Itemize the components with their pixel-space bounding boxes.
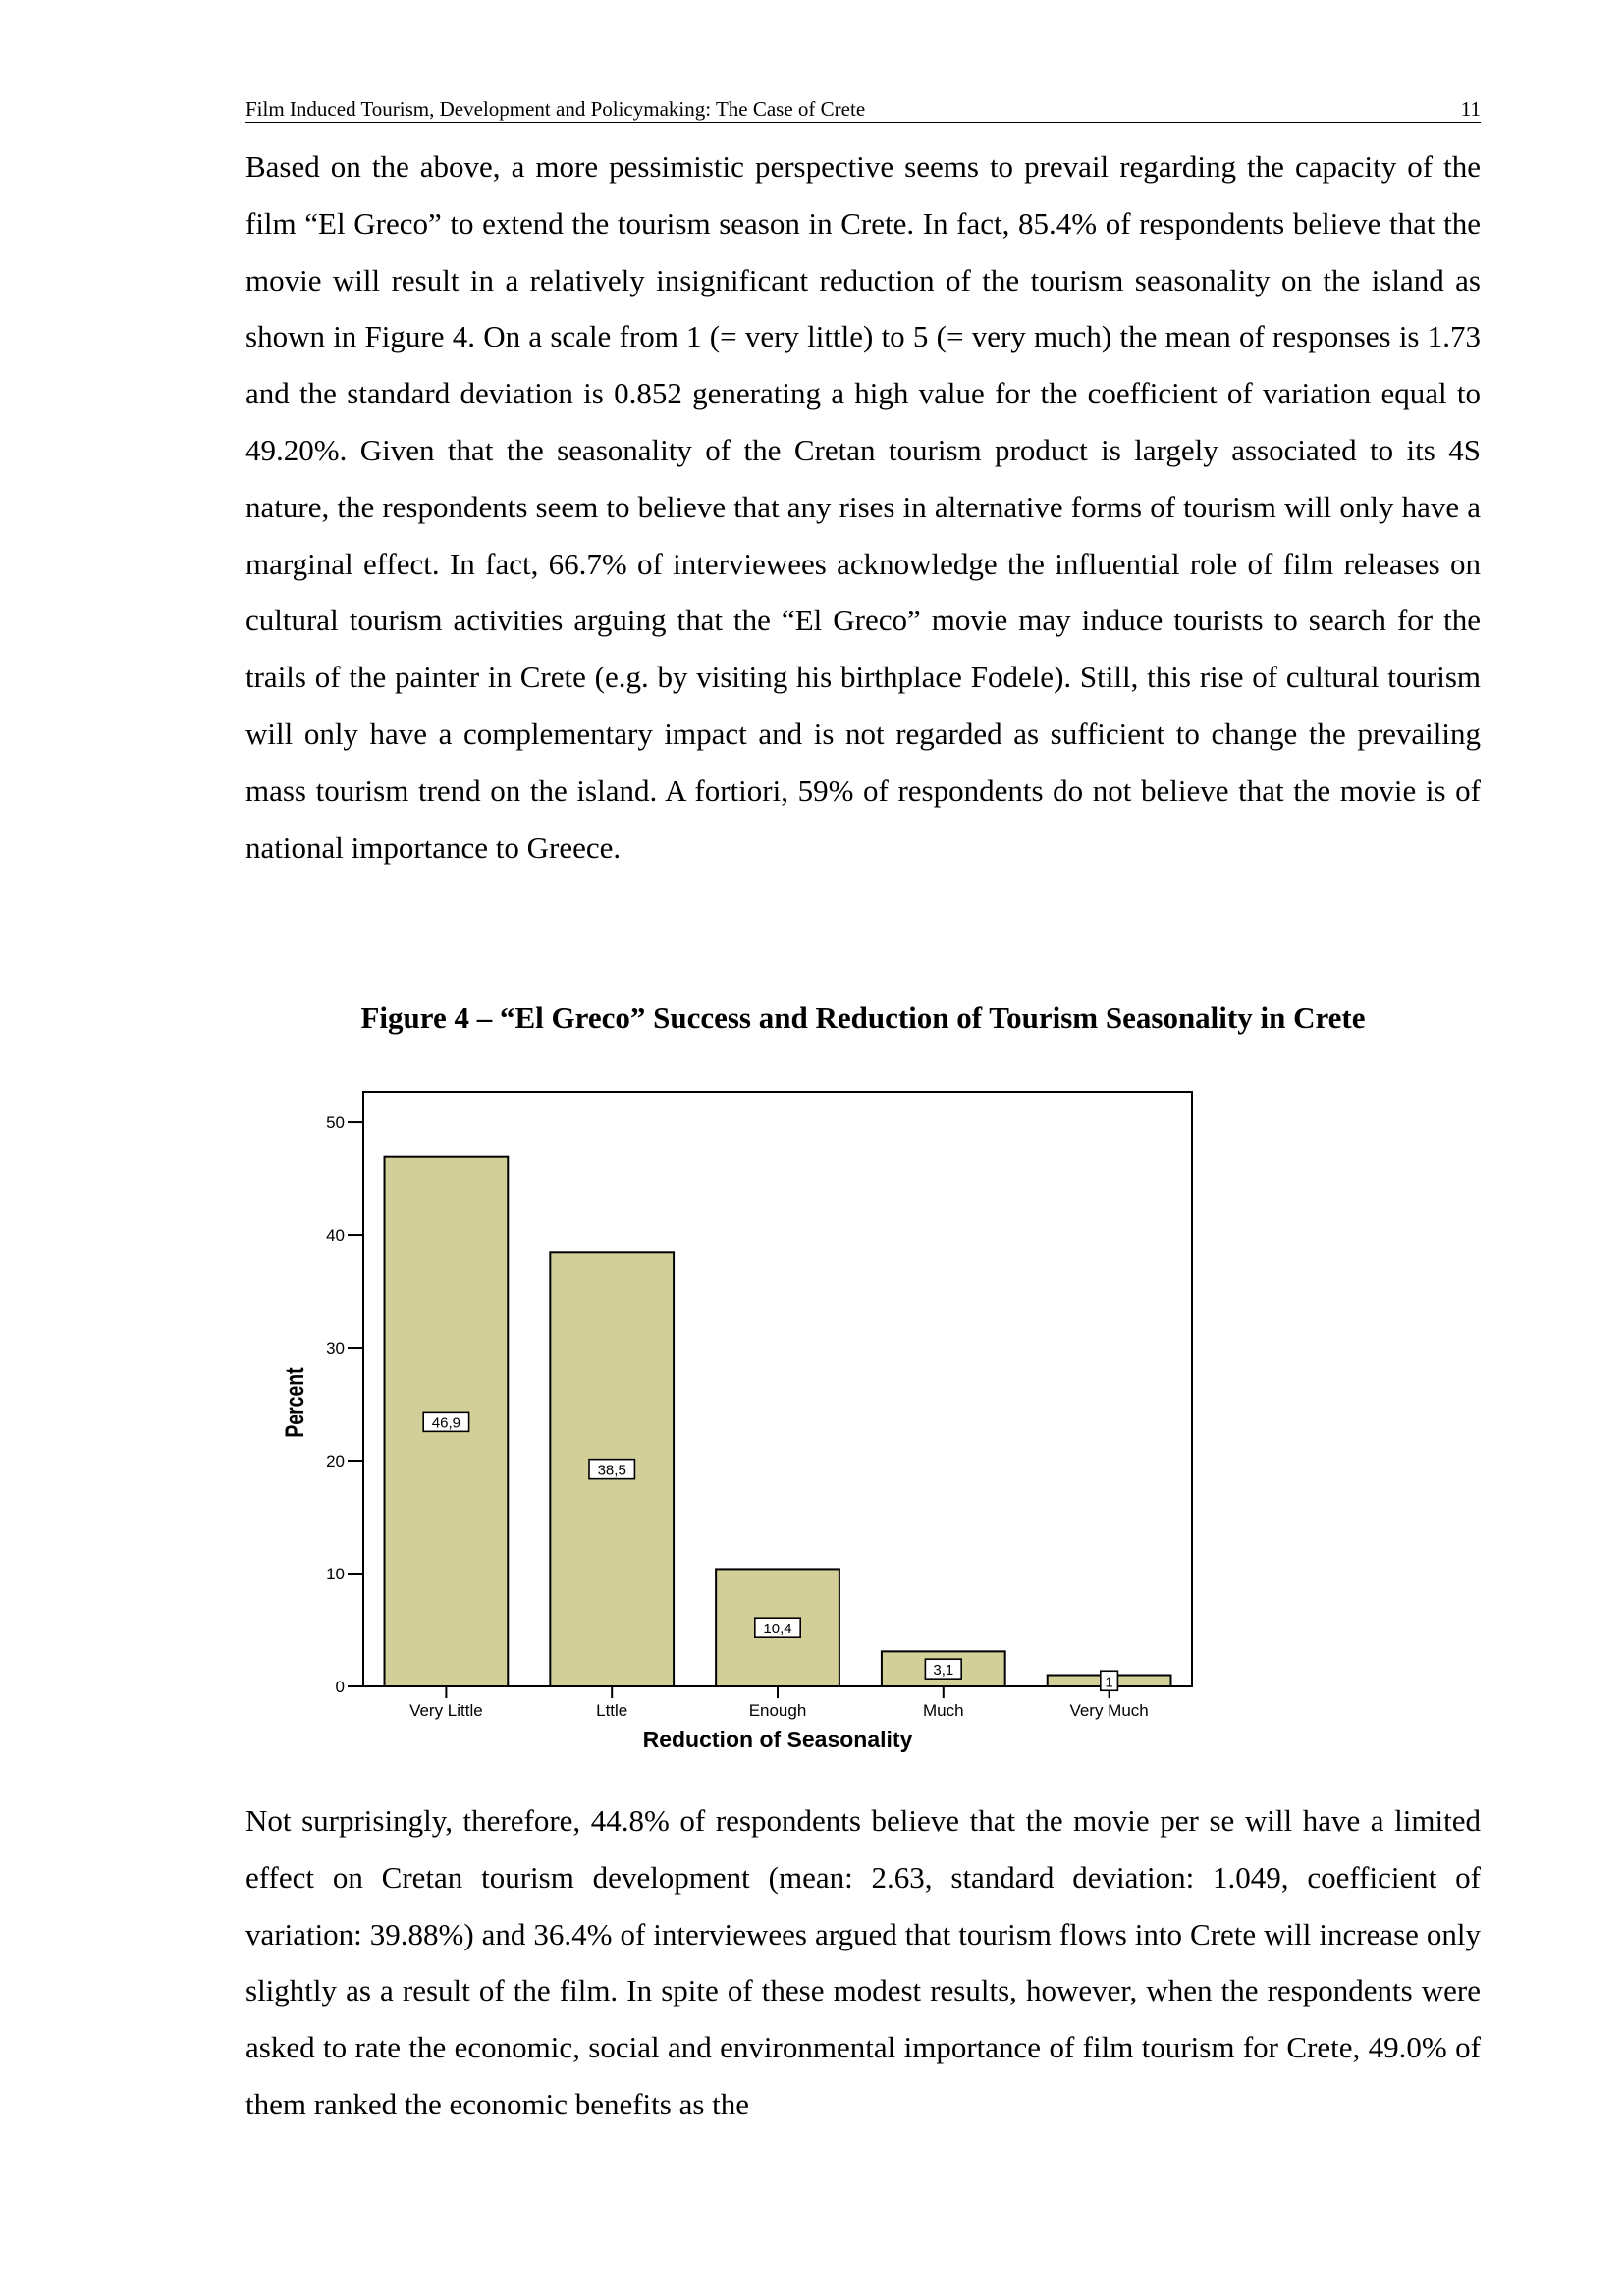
y-tick-label: 30 (326, 1339, 345, 1359)
y-tick-label: 40 (326, 1226, 345, 1246)
y-tick-label: 50 (326, 1113, 345, 1133)
data-label: 10,4 (763, 1621, 792, 1638)
running-header-title: Film Induced Tourism, Development and Policymaking: The Case of Crete (245, 97, 866, 121)
x-axis-title: Reduction of Seasonality (642, 1727, 913, 1752)
x-tick-label: Lttle (596, 1701, 628, 1720)
page-number: 11 (1460, 97, 1481, 121)
y-axis-title: Percent (279, 1367, 309, 1438)
bar-chart (263, 1080, 1206, 1767)
data-label: 3,1 (933, 1662, 954, 1680)
x-tick-label: Very Much (1069, 1701, 1149, 1720)
data-label: 46,9 (431, 1415, 461, 1432)
x-tick-label: Much (923, 1701, 964, 1720)
running-header (245, 96, 1481, 123)
body-paragraph-1: Based on the above, a more pessimistic perspective seems to prevail regarding the capacity of the film “El Greco” to extend the tourism season in Crete. In fact, 85.4% of respondents believe that the movie will result in a relatively insignificant reduction of the tourism seasonality on the island as shown in Figure 4. On a scale from 1 (= very little) to 5 (= very much) the mean of responses is 1.73 and the standard deviation is 0.852 generating a high value for the coefficient of variation equal to 49.20%. Given that the seasonality of the Cretan tourism product is largely associated to its 4S nature, the respondents seem to believe that any rises in alternative forms of tourism will only have a marginal effect. In fact, 66.7% of interviewees acknowledge the influential role of film releases on cultural tourism activities arguing that the “El Greco” movie may induce tourists to search for the trails of the painter in Crete (e.g. by visiting his birthplace Fodele). Still, this rise of cultural tourism will only have a complementary impact and is not regarded as sufficient to change the prevailing mass tourism trend on the island. A fortiori, 59% of respondents do not believe that the movie is of national importance to Greece. (245, 149, 1481, 865)
data-label: 38,5 (597, 1462, 626, 1479)
data-label: 1 (1105, 1674, 1113, 1691)
x-tick-label: Enough (748, 1701, 807, 1720)
figure-caption: Figure 4 – “El Greco” Success and Reduction of Tourism Seasonality in Crete (360, 1000, 1366, 1035)
y-tick-label: 0 (335, 1678, 345, 1696)
body-paragraph-2: Not surprisingly, therefore, 44.8% of respondents believe that the movie per se will have a limited effect on Cretan tourism development (mean: 2.63, standard deviation: 1.049, coefficient of variation: 39.88%) and 36.4% of interviewees argued that tourism flows into Crete will increase only slightly as a result of the film. In spite of these modest results, however, when the respondents were asked to rate the economic, social and environmental importance of film tourism for Crete, 49.0% of them ranked the economic benefits as the (245, 1803, 1481, 2121)
y-tick-label: 20 (326, 1452, 345, 1471)
y-tick-label: 10 (326, 1565, 345, 1584)
x-tick-label: Very Little (409, 1701, 483, 1720)
